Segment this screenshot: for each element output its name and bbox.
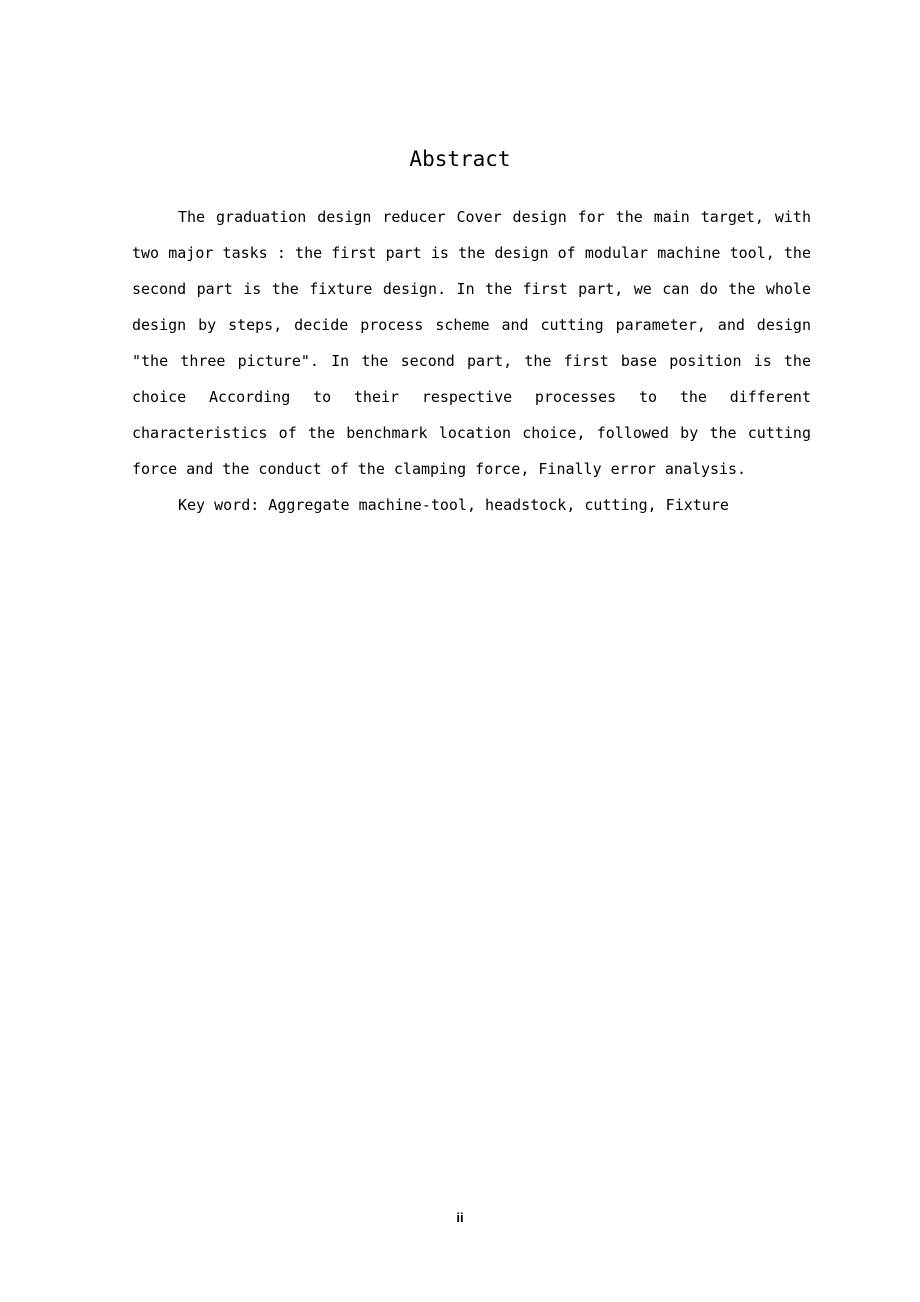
page-title: Abstract	[409, 147, 511, 171]
page-number: ii	[456, 1210, 464, 1225]
keywords-line: Key word: Aggregate machine-tool, headstock, cutting, Fixture	[178, 496, 729, 514]
abstract-body	[132, 199, 811, 523]
abstract-paragraph: The graduation design reducer Cover design for the main target, with two major tasks : the first part is the design of modular machine tool, the second part is the fixture design. In the first part, we can do the whole design by steps, decide process scheme and cutting parameter, and design "the three picture". In the second part, the first base position is the choice According to their respective processes to the different characteristics of the benchmark location choice, followed by the cutting force and the conduct of the clamping force, Finally error analysis.	[132, 208, 811, 478]
